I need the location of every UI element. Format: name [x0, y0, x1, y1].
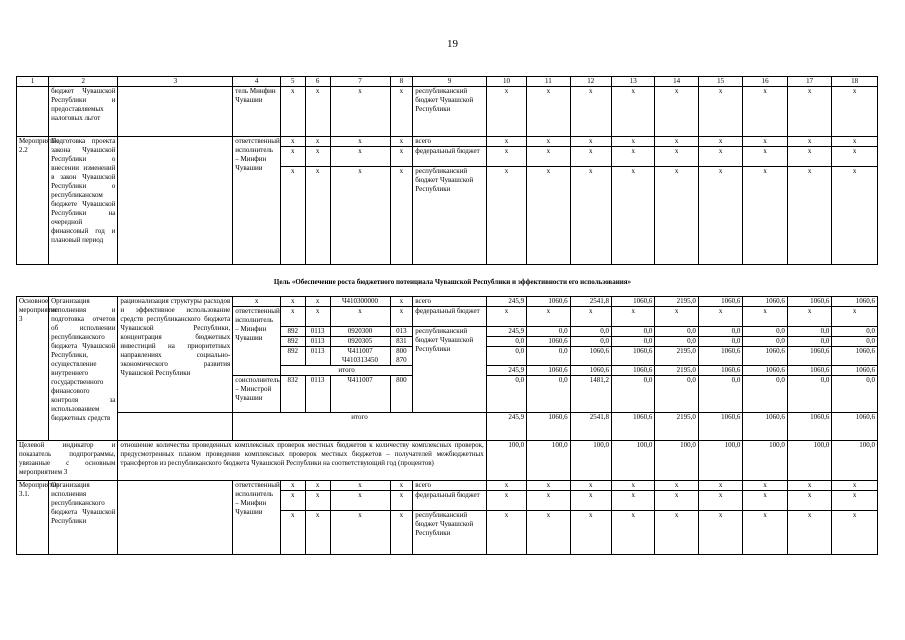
measure-id: Мероприятие 3.1. — [17, 481, 49, 555]
col-header: 1 — [17, 77, 49, 87]
co-executor: соисполнитель – Минстрой Чувашии — [233, 376, 281, 413]
col-header: 9 — [413, 77, 486, 87]
table-row: 892 0113 0920300 013 республиканский бюджет Чувашской Республики 245,9 0,0 0,0 0,0 0,0 0,0 0,0 0,0 0,0 — [17, 327, 878, 337]
table-row: Основное мероприятие 3 Организация исполнения и подготовка отчетов об исполнении республиканского бюджета Чувашской Республики, осуществление внутреннего государственного финансового контроля за использованием бюджетных средств рационализация структуры расходов и эффективное использование средств республиканского бюджета Чувашской Республики, концентрация бюджетных инвестиций на приоритетных направлениях социально-экономического развития Чувашской Республики x x x Ч410300000 x всего 245,9 1060,6 2541,8 1060,6 2195,0 1060,6 1060,6 1060,6 1060,6 — [17, 297, 878, 307]
total-label: итого — [233, 413, 487, 441]
table-row: Мероприятие 3.1. Организация исполнения республиканского бюджета Чувашской Республики ответственный исполнитель – Минфин Чувашии x x x x всего x x x x x x x x x — [17, 481, 878, 491]
funding-source: всего — [413, 137, 486, 147]
funding-source: всего — [413, 481, 486, 491]
total-row: итого 245,9 1060,6 2541,8 1060,6 2195,0 1060,6 1060,6 1060,6 1060,6 — [17, 413, 878, 441]
table-row: x x x x республиканский бюджет Чувашской Республики x x x x x x x x x — [17, 511, 878, 555]
table-row: ответственный исполнитель – Минфин Чувашии x x x x федеральный бюджет x x x x x x x x x — [17, 307, 878, 327]
expected-result: рационализация структуры расходов и эффективное использование средств республиканского бюджета Чувашской Республики, концентрация бюджетных инвестиций на приоритетных направлениях социально-экономического развития Чувашской Республики — [118, 297, 233, 413]
funding-source: всего — [413, 297, 486, 307]
col-header: 12 — [570, 77, 611, 87]
col-header: 17 — [787, 77, 831, 87]
table-row: x x x x республиканский бюджет Чувашской Республики x x x x x x x x x — [17, 167, 878, 265]
col-header: 8 — [390, 77, 413, 87]
funding-source: республиканский бюджет Чувашской Республики — [413, 167, 486, 265]
table-row: бюджет Чувашской Республики и предоставляемых налоговых льгот тель Минфин Чувашии x x x x республиканский бюджет Чувашской Республики x x x x x x x x x — [17, 87, 878, 137]
col-header: 14 — [655, 77, 698, 87]
col-header: 18 — [832, 77, 878, 87]
col-header: 5 — [280, 77, 305, 87]
budget-table-bottom — [16, 296, 878, 555]
measure-name: бюджет Чувашской Республики и предоставляемых налоговых льгот — [49, 87, 118, 137]
col-header: 4 — [233, 77, 281, 87]
budget-table-top — [16, 76, 878, 265]
executor: ответственный исполнитель – Минфин Чувашии — [233, 307, 281, 376]
col-header: 6 — [305, 77, 330, 87]
table-row: Мероприятие 2.2 Подготовка проекта закона Чувашской Республики о внесении изменений в закон Чувашской Республики о республиканском бюджете Чувашской Республики на очередной финансовый год и плановый период ответственный исполнитель – Минфин Чувашии x x x x всего x x x x x x x x x — [17, 137, 878, 147]
funding-source: федеральный бюджет — [413, 147, 486, 167]
subtotal-label: итого — [280, 366, 412, 376]
table-row: 892 0113 0920305 831 0,0 1060,6 0,0 0,0 0,0 0,0 0,0 0,0 0,0 — [17, 337, 878, 347]
funding-source: федеральный бюджет — [413, 307, 486, 327]
executor: ответственный исполнитель – Минфин Чувашии — [233, 481, 281, 555]
col-header: 16 — [743, 77, 787, 87]
col-header: 15 — [698, 77, 742, 87]
col-header: 10 — [486, 77, 526, 87]
measure-name: Организация исполнения республиканского бюджета Чувашской Республики — [49, 481, 118, 555]
measure-id: Основное мероприятие 3 — [17, 297, 49, 441]
funding-source: федеральный бюджет — [413, 491, 486, 511]
funding-source: республиканский бюджет Чувашской Республики — [413, 511, 486, 555]
indicator-label: Целевой индикатор и показатель подпрограммы, увязанные с основным мероприятием 3 — [17, 441, 118, 481]
table-row: x x x x федеральный бюджет x x x x x x x x x — [17, 491, 878, 511]
funding-source: республиканский бюджет Чувашской Республики — [413, 87, 486, 137]
header-row — [17, 77, 878, 87]
funding-source: республиканский бюджет Чувашской Республики — [413, 327, 486, 413]
measure-name: Подготовка проекта закона Чувашской Республики о внесении изменений в закон Чувашской Республики о республиканском бюджете Чувашской Республики на очередной финансовый год и плановый период — [49, 137, 118, 265]
table-row: 892 0113 Ч411007 Ч410313450 800 870 0,0 0,0 1060,6 1060,6 2195,0 1060,6 1060,6 1060,6 1060,6 — [17, 347, 878, 366]
page-number: 19 — [447, 38, 458, 50]
indicator-text: отношение количества проведенных комплексных проверок местных бюджетов к количеству комплексных проверок, предусмотренных планом проведения комплексных проверок местных бюджетов – получателей межбюджетных трансфертов из республиканского бюджета Чувашской Республики на соответствующий год (процентов) — [118, 441, 486, 481]
indicator-row: Целевой индикатор и показатель подпрограммы, увязанные с основным мероприятием 3 отношение количества проведенных комплексных проверок местных бюджетов к количеству комплексных проверок, предусмотренных планом проведения комплексных проверок местных бюджетов – получателей межбюджетных трансфертов из республиканского бюджета Чувашской Республики на соответствующий год (процентов) 100,0 100,0 100,0 100,0 100,0 100,0 100,0 100,0 100,0 — [17, 441, 878, 481]
col-header: 2 — [49, 77, 118, 87]
col-header: 11 — [527, 77, 570, 87]
table-row: x x x x федеральный бюджет x x x x x x x x x — [17, 147, 878, 167]
col-header: 3 — [118, 77, 233, 87]
measure-id: Мероприятие 2.2 — [17, 137, 49, 265]
subtotal-row: итого 245,9 1060,6 1060,6 1060,6 2195,0 1060,6 1060,6 1060,6 1060,6 — [17, 366, 878, 376]
goal-heading: Цель «Обеспечение роста бюджетного потенциала Чувашской Республики и эффективности его использования» — [273, 278, 632, 286]
table-row: соисполнитель – Минстрой Чувашии 832 0113 Ч411007 800 0,0 0,0 1481,2 0,0 0,0 0,0 0,0 0,0 0,0 — [17, 376, 878, 413]
measure-name: Организация исполнения и подготовка отчетов об исполнении республиканского бюджета Чувашской Республики, осуществление внутреннего государственного финансового контроля за использованием бюджетных средств — [49, 297, 118, 441]
col-header: 7 — [330, 77, 390, 87]
executor: тель Минфин Чувашии — [233, 87, 281, 137]
col-header: 13 — [611, 77, 654, 87]
executor: ответственный исполнитель – Минфин Чувашии — [233, 137, 281, 265]
